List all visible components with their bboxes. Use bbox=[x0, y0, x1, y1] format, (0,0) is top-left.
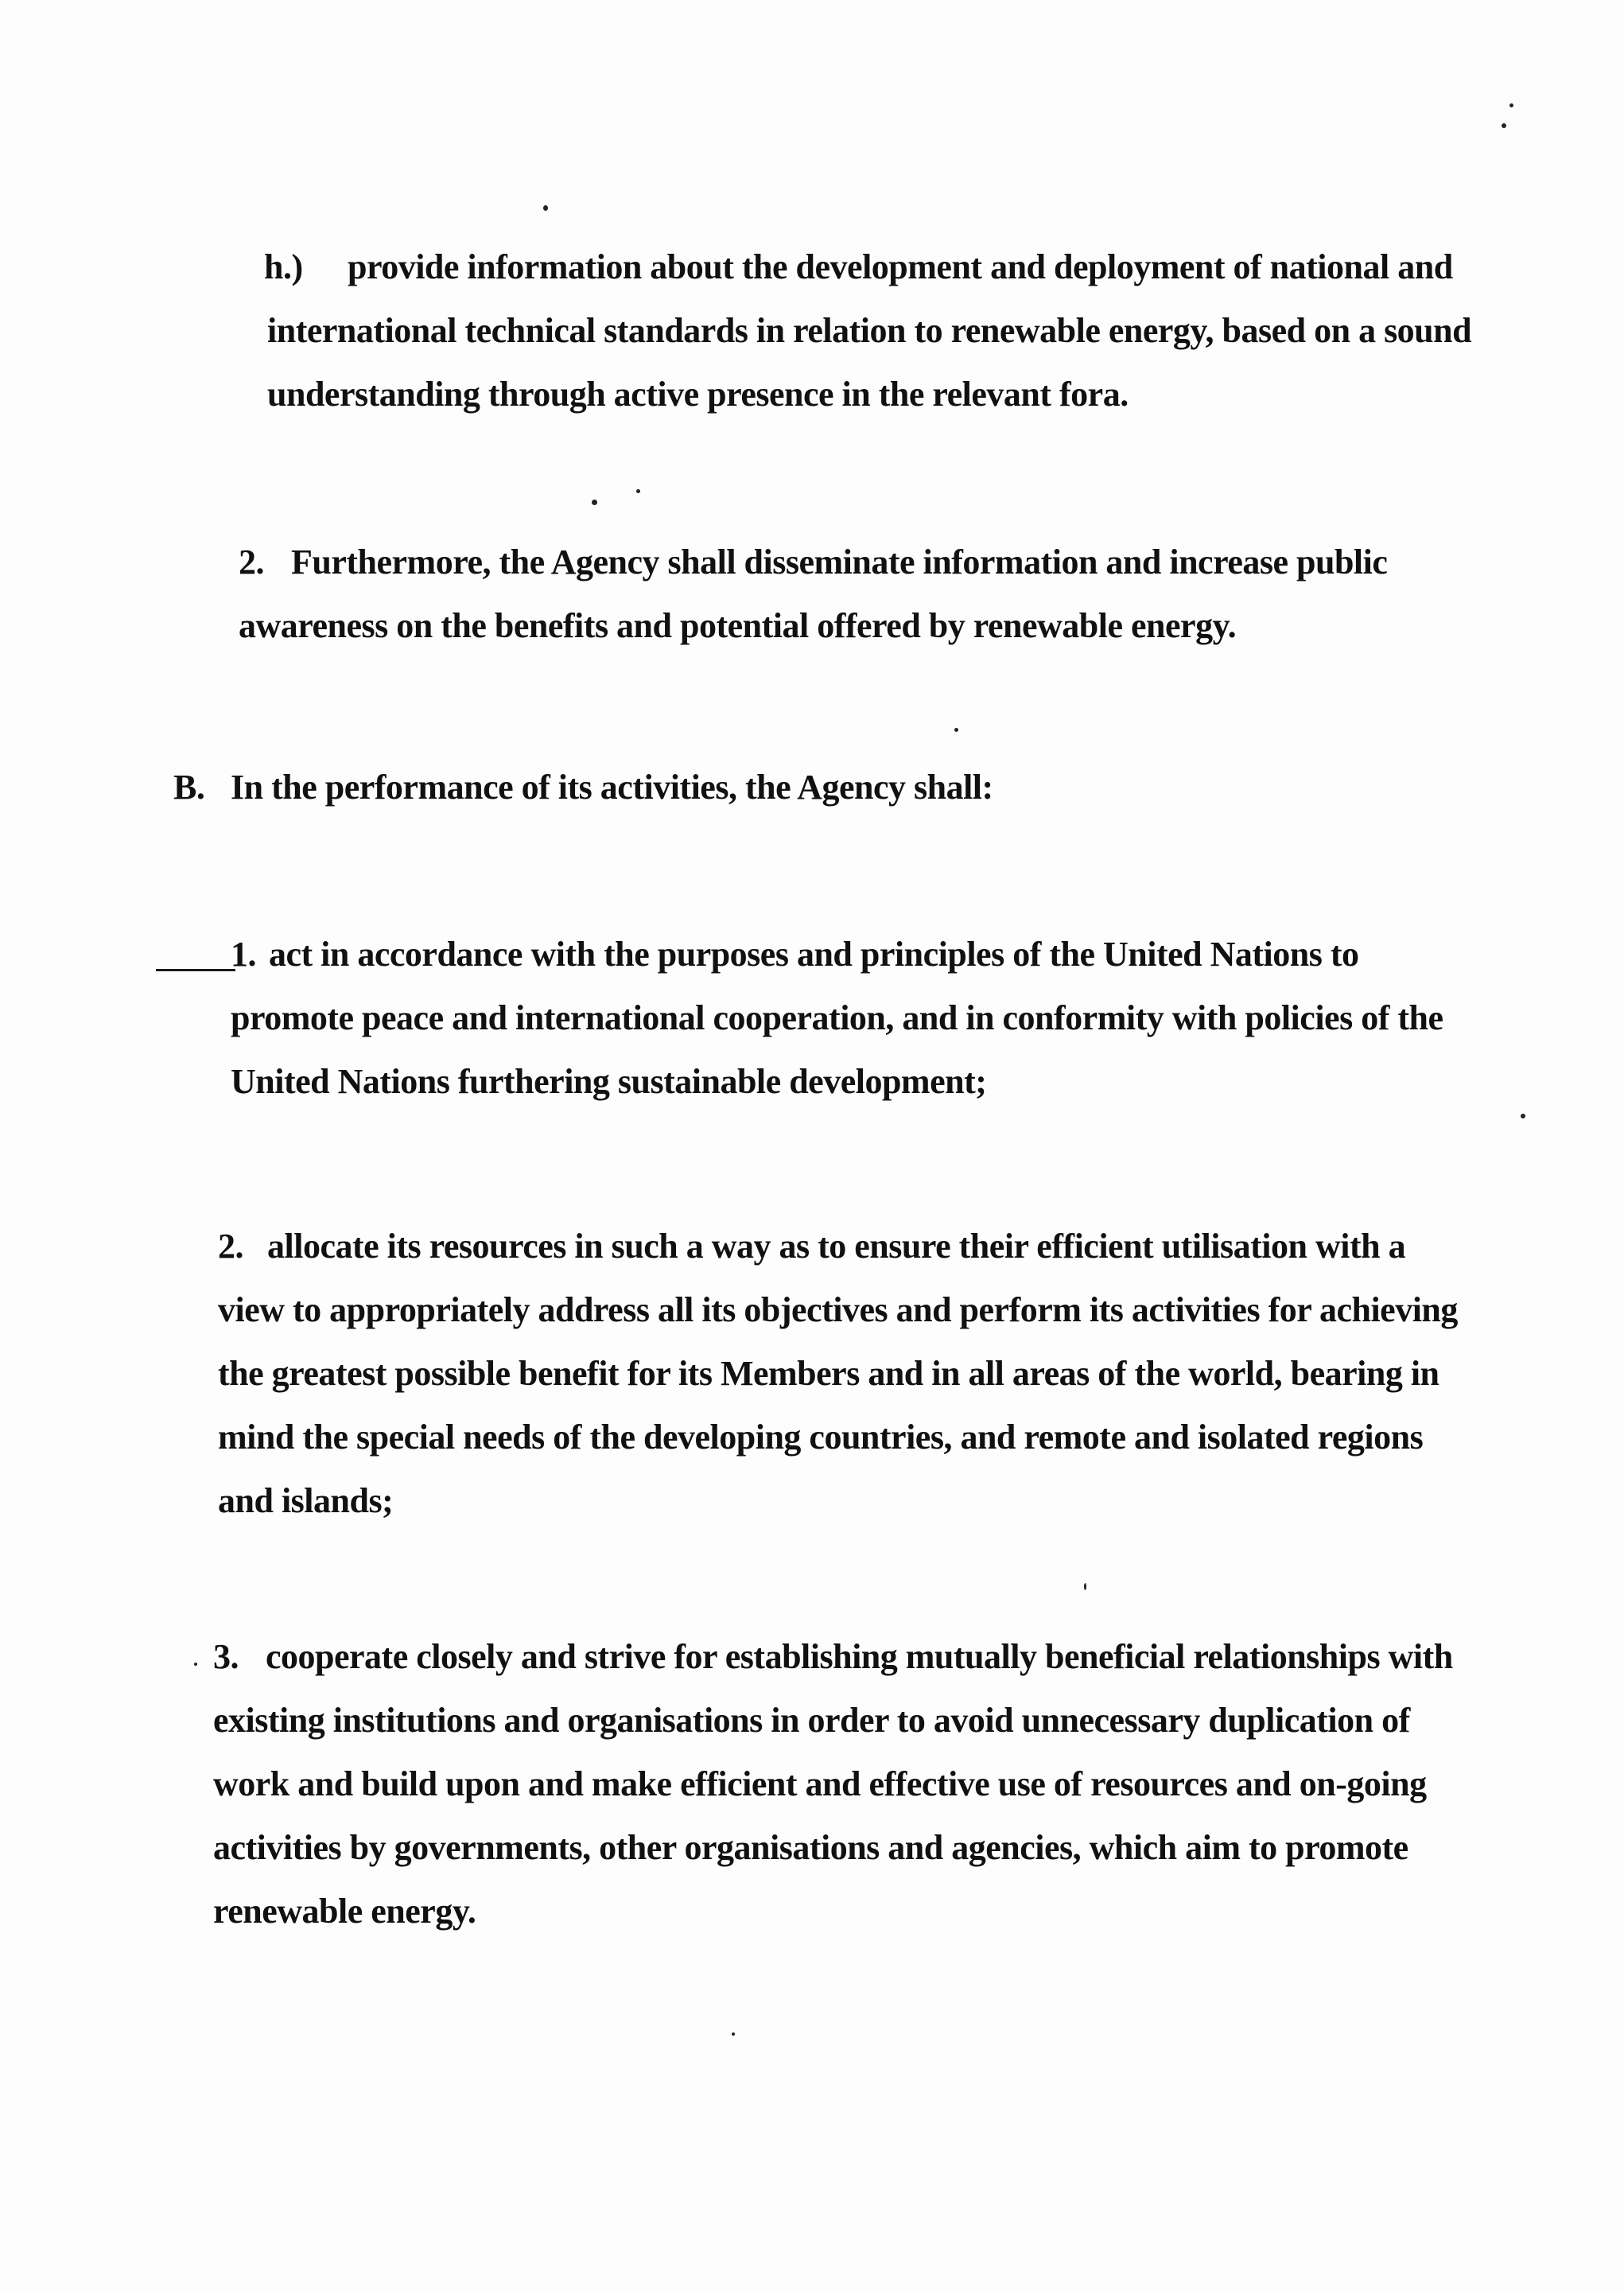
b-item-2-text: allocate its resources in such a way as to ensure their efficient utilisation with a bbox=[267, 1227, 1406, 1266]
scan-speck bbox=[954, 728, 958, 732]
b-item-3-line-5: renewable energy. bbox=[213, 1892, 476, 1931]
b-item-3-line-4: activities by governments, other organisations and agencies, which aim to promote bbox=[213, 1828, 1408, 1867]
item-h-marker: h.) bbox=[264, 247, 303, 286]
b-item-2 bbox=[218, 1215, 1458, 1533]
scan-speck bbox=[1509, 103, 1513, 107]
b-item-2-line-5: and islands; bbox=[218, 1481, 394, 1520]
scan-speck bbox=[732, 2032, 735, 2036]
scan-speck bbox=[1521, 1114, 1525, 1118]
b-item-1 bbox=[231, 923, 1443, 1114]
b-item-3-line-1 bbox=[213, 1625, 1453, 1689]
item-h bbox=[264, 235, 1471, 426]
b-item-3-line-2: existing institutions and organisations in order to avoid unnecessary duplication of bbox=[213, 1701, 1410, 1740]
b-item-1-line-1 bbox=[231, 923, 1443, 986]
margin-rule bbox=[156, 969, 235, 971]
item-2-furthermore-line-2: awareness on the benefits and potential offered by renewable energy. bbox=[239, 606, 1237, 645]
item-h-text: provide information about the development and deployment of national and bbox=[348, 247, 1453, 286]
scan-speck bbox=[1084, 1583, 1086, 1590]
section-b-heading-text: In the performance of its activities, the Agency shall: bbox=[231, 768, 993, 807]
b-item-2-line-1 bbox=[218, 1215, 1458, 1278]
section-b-marker: B. bbox=[173, 768, 205, 807]
b-item-2-line-4: mind the special needs of the developing countries, and remote and isolated regions bbox=[218, 1418, 1424, 1457]
b-item-1-line-3: United Nations furthering sustainable development; bbox=[231, 1062, 987, 1101]
item-2-furthermore-text: Furthermore, the Agency shall disseminate information and increase public bbox=[291, 543, 1388, 582]
scan-speck bbox=[636, 489, 640, 493]
b-item-3-line-3: work and build upon and make efficient and effective use of resources and on-going bbox=[213, 1764, 1427, 1803]
item-h-line-3: understanding through active presence in the relevant fora. bbox=[267, 375, 1129, 414]
scan-speck bbox=[1502, 123, 1506, 128]
section-b-heading bbox=[173, 756, 993, 819]
b-item-2-marker: 2. bbox=[218, 1227, 243, 1266]
scan-speck bbox=[543, 205, 548, 211]
b-item-1-text: act in accordance with the purposes and principles of the United Nations to bbox=[269, 935, 1359, 974]
b-item-1-marker: 1. bbox=[231, 935, 256, 974]
item-h-line-1 bbox=[264, 235, 1471, 299]
b-item-3 bbox=[213, 1625, 1453, 1943]
item-2-furthermore-marker: 2. bbox=[239, 543, 264, 582]
scan-speck bbox=[194, 1663, 197, 1666]
b-item-2-line-3: the greatest possible benefit for its Members and in all areas of the world, bearing in bbox=[218, 1354, 1439, 1393]
item-2-furthermore-line-1 bbox=[239, 531, 1387, 594]
b-item-3-marker: 3. bbox=[213, 1637, 239, 1676]
section-b-line bbox=[173, 756, 993, 819]
item-h-line-2: international technical standards in relation to renewable energy, based on a sound bbox=[267, 311, 1472, 350]
b-item-3-text: cooperate closely and strive for establishing mutually beneficial relationships with bbox=[266, 1637, 1453, 1676]
b-item-1-line-2: promote peace and international cooperation, and in conformity with policies of the bbox=[231, 998, 1443, 1037]
b-item-2-line-2: view to appropriately address all its objectives and perform its activities for achieving bbox=[218, 1290, 1458, 1329]
item-2-furthermore bbox=[239, 531, 1387, 658]
scan-speck bbox=[592, 500, 597, 505]
